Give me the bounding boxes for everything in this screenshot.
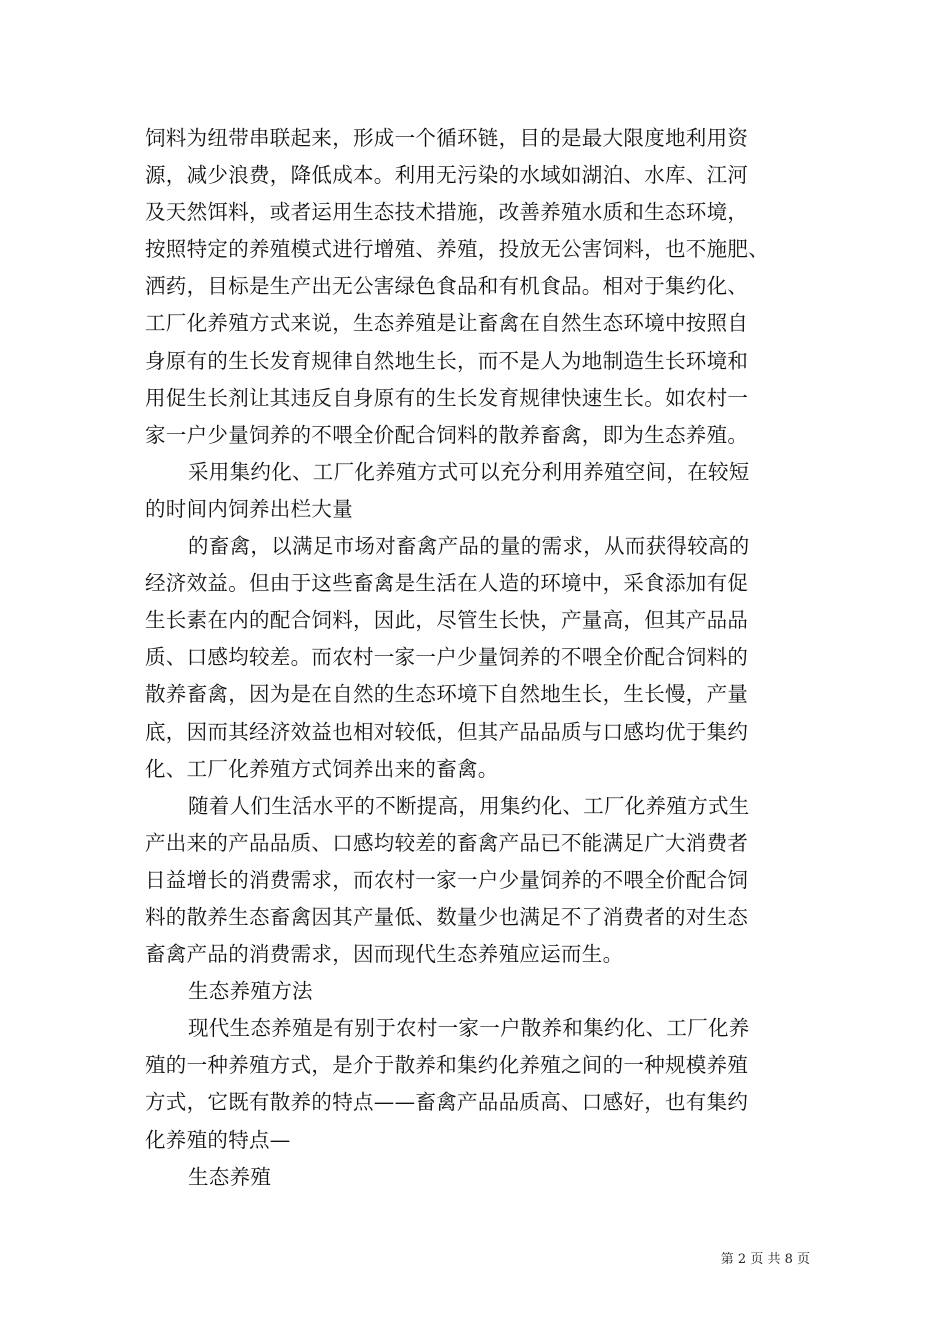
text-line: 质、口感均较差。而农村一家一户少量饲养的不喂全价配合饲料的	[145, 645, 749, 670]
text-line: 的畜禽，以满足市场对畜禽产品的量的需求，从而获得较高的	[188, 534, 750, 559]
text-line: 生态养殖方法	[188, 979, 313, 1004]
text-line: 按照特定的养殖模式进行增殖、养殖，投放无公害饲料，也不施肥、	[145, 237, 769, 262]
text-line: 生态养殖	[188, 1164, 272, 1189]
page-number-footer: 第 2 页 共 8 页	[720, 1252, 810, 1267]
text-line: 畜禽产品的消费需求，因而现代生态养殖应运而生。	[145, 942, 624, 967]
text-line: 现代生态养殖是有别于农村一家一户散养和集约化、工厂化养	[188, 1016, 750, 1041]
text-line: 的时间内饲养出栏大量	[145, 496, 353, 521]
paragraph-2	[145, 454, 815, 528]
text-line: 日益增长的消费需求，而农村一家一户少量饲养的不喂全价配合饲	[145, 867, 749, 892]
body-text	[145, 120, 815, 1196]
text-line: 家一户少量饲养的不喂全价配合饲料的散养畜禽，即为生态养殖。	[145, 422, 749, 447]
text-line: 殖的一种养殖方式，是介于散养和集约化养殖之间的一种规模养殖	[145, 1053, 749, 1078]
text-line: 经济效益。但由于这些畜禽是生活在人造的环境中，采食添加有促	[145, 571, 749, 596]
section-heading-eco	[145, 1159, 815, 1196]
paragraph-3	[145, 528, 815, 788]
text-line: 料的散养生态畜禽因其产量低、数量少也满足不了消费者的对生态	[145, 904, 749, 929]
text-line: 用促生长剂让其违反自身原有的生长发育规律快速生长。如农村一	[145, 385, 749, 410]
text-line: 饲料为纽带串联起来，形成一个循环链，目的是最大限度地利用资	[145, 126, 749, 150]
text-line: 方式，它既有散养的特点——畜禽产品品质高、口感好，也有集约	[145, 1090, 749, 1115]
text-line: 化养殖的特点—	[145, 1127, 291, 1152]
text-line: 化、工厂化养殖方式饲养出来的畜禽。	[145, 756, 499, 781]
text-line: 工厂化养殖方式来说，生态养殖是让畜禽在自然生态环境中按照自	[145, 311, 749, 336]
text-line: 随着人们生活水平的不断提高，用集约化、工厂化养殖方式生	[188, 793, 750, 818]
paragraph-4	[145, 788, 815, 973]
text-line: 身原有的生长发育规律自然地生长，而不是人为地制造生长环境和	[145, 348, 749, 373]
text-line: 产出来的产品品质、口感均较差的畜禽产品已不能满足广大消费者	[145, 830, 749, 855]
text-line: 散养畜禽，因为是在自然的生态环境下自然地生长，生长慢，产量	[145, 682, 749, 707]
text-line: 及天然饵料，或者运用生态技术措施，改善养殖水质和生态环境，	[145, 200, 749, 225]
text-line: 底，因而其经济效益也相对较低，但其产品品质与口感均优于集约	[145, 719, 749, 744]
paragraph-5	[145, 1010, 815, 1158]
text-line: 采用集约化、工厂化养殖方式可以充分利用养殖空间，在较短	[188, 459, 750, 484]
text-line: 生长素在内的配合饲料，因此，尽管生长快，产量高，但其产品品	[145, 608, 749, 633]
paragraph-1	[145, 120, 815, 454]
text-line: 洒药，目标是生产出无公害绿色食品和有机食品。相对于集约化、	[145, 274, 749, 299]
text-line: 源，减少浪费，降低成本。利用无污染的水域如湖泊、水库、江河	[145, 163, 749, 188]
section-heading-methods	[145, 973, 815, 1010]
